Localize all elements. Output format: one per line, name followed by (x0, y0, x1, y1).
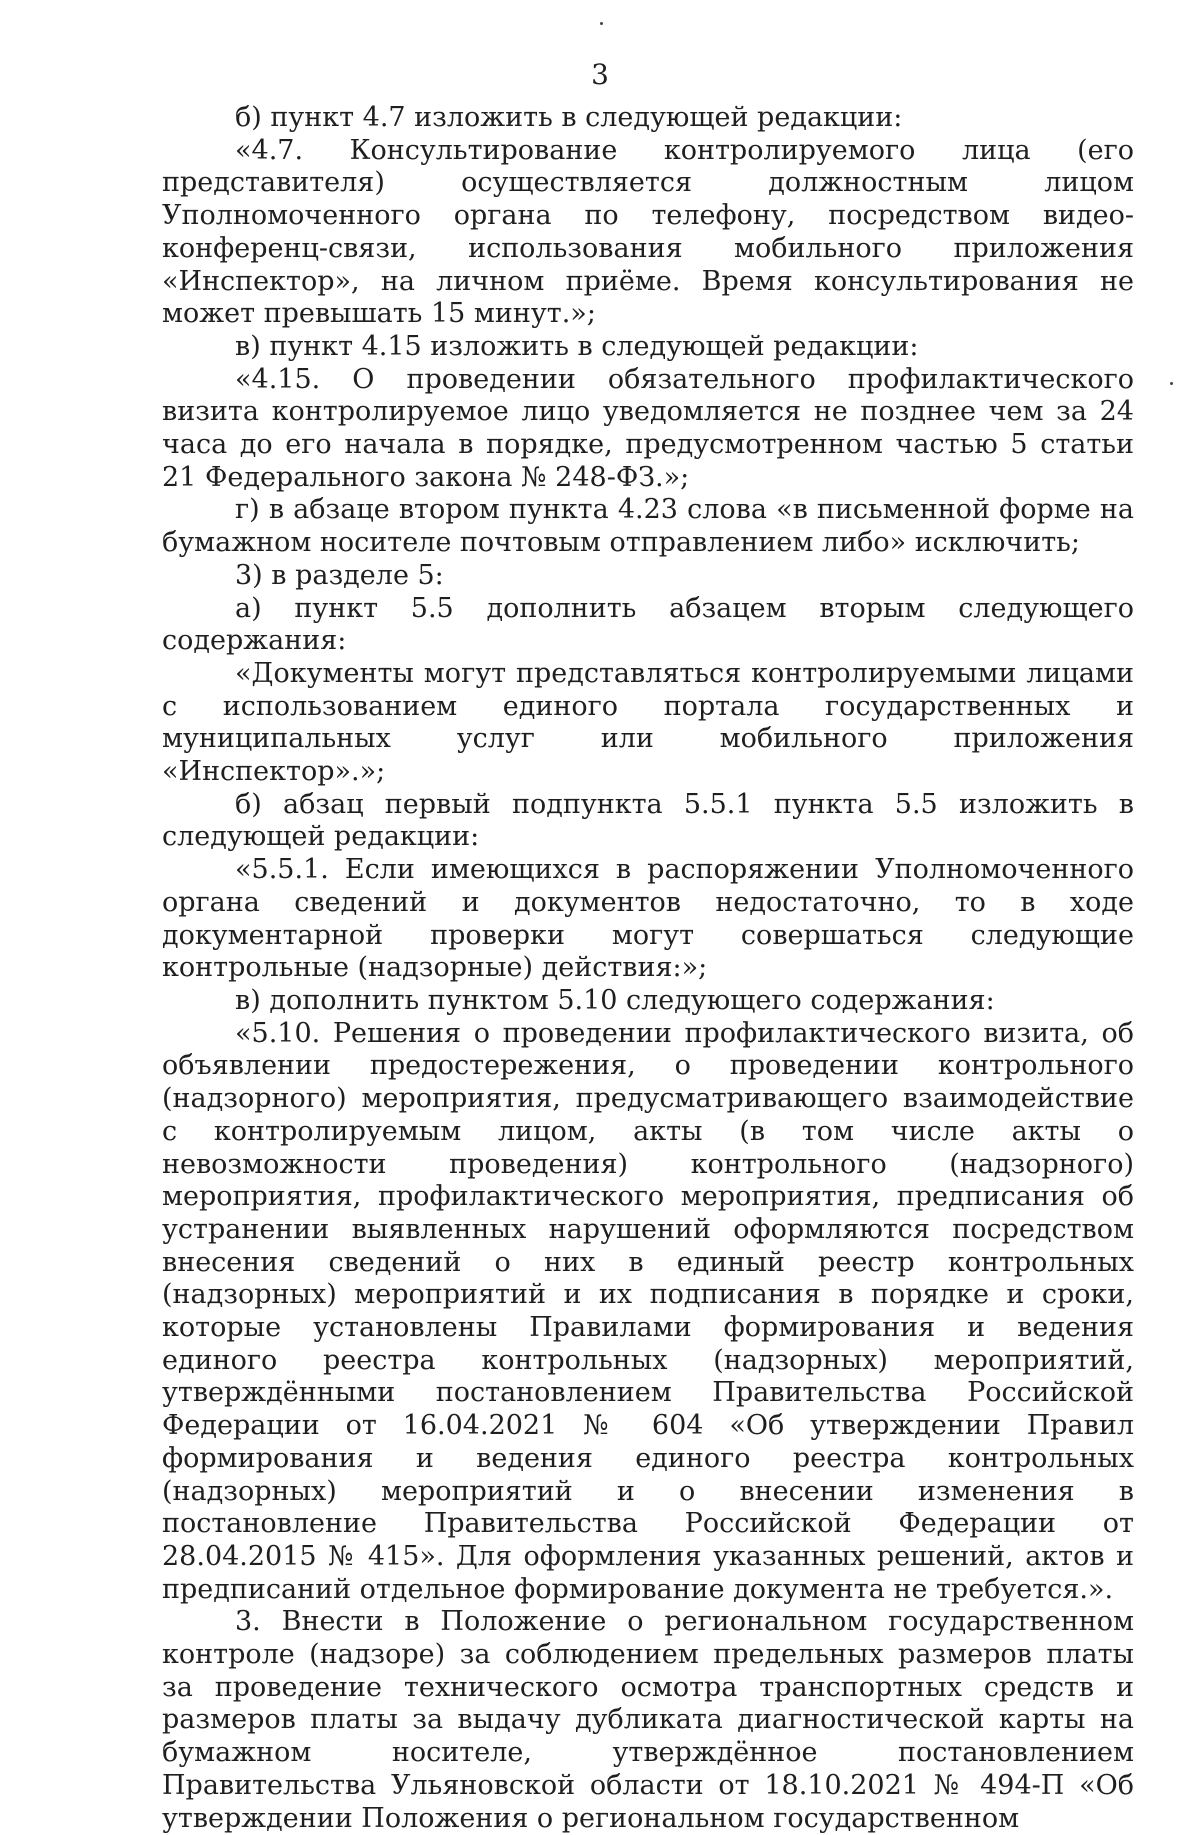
paragraph: «4.15. О проведении обязательного профилактического визита контролируемое лицо уведомляется не позднее чем за 24 часа до его начала в порядке, предусмотренном частью 5 статьи 21 Федерального закона № 248-ФЗ.»; (162, 363, 1134, 493)
paragraph: б) абзац первый подпункта 5.5.1 пункта 5.5 изложить в следующей редакции: (162, 788, 1134, 853)
paragraph: в) дополнить пунктом 5.10 следующего содержания: (235, 984, 995, 1016)
paragraph: «5.10. Решения о проведении профилактического визита, об объявлении предостережения, о проведении контрольного (надзорного) мероприятия, предусматривающего взаимодействие с контролируемым лицом, акты (в том числе акты о невозможности проведения) контрольного (надзорного) мероприятия, профилактического мероприятия, предписания об устранении выявленных нарушений оформляются посредством внесения сведений о них в единый реестр контрольных (надзорных) мероприятий и их подписания в порядке и сроки, которые установлены Правилами формирования и ведения единого реестра контрольных (надзорных) мероприятий, утверждёнными постановлением Правительства Российской Федерации от 16.04.2021 № 604 «Об утверждении Правил формирования и ведения единого реестра контрольных (надзорных) мероприятий и о внесении изменения в постановление Правительства Российской Федерации от 28.04.2015 № 415». Для оформления указанных решений, актов и предписаний отдельное формирование документа не требуется.». (162, 1017, 1134, 1605)
paragraph: «5.5.1. Если имеющихся в распоряжении Уполномоченного органа сведений и документов недостаточно, то в ходе документарной проверки могут совершаться следующие контрольные (надзорные) действия:»; (162, 854, 1134, 984)
page-number: 3 (591, 58, 609, 91)
paragraph: в) пункт 4.15 изложить в следующей редакции: (235, 330, 919, 362)
paragraph: г) в абзаце втором пункта 4.23 слова «в письменной форме на бумажном носителе почтовым отправлением либо» исключить; (162, 494, 1134, 559)
paragraph: 3. Внести в Положение о региональном государственном контроле (надзоре) за соблюдением предельных размеров платы за проведение технического осмотра транспортных средств и размеров платы за выдачу дубликата диагностической карты на бумажном носителе, утверждённое постановлением Правительства Ульяновской области от 18.10.2021 № 494-П «Об утверждении Положения о региональном государственном (162, 1606, 1134, 1834)
scan-speck (1170, 382, 1173, 385)
paragraph: б) пункт 4.7 изложить в следующей редакции: (235, 102, 903, 133)
paragraph: «4.7. Консультирование контролируемого лица (его представителя) осуществляется должностным лицом Уполномоченного органа по телефону, посредством видео-конференц-связи, использования мобильного приложения «Инспектор», на личном приёме. Время консультирования не может превышать 15 минут.»; (162, 134, 1134, 330)
paragraph: «Документы могут представляться контролируемыми лицами с использованием единого портала государственных и муниципальных услуг или мобильного приложения «Инспектор».»; (162, 657, 1134, 788)
paragraph: а) пункт 5.5 дополнить абзацем вторым следующего содержания: (162, 592, 1134, 657)
document-body (162, 102, 1134, 1835)
paragraph: 3) в разделе 5: (235, 559, 444, 591)
scan-speck (600, 22, 603, 25)
